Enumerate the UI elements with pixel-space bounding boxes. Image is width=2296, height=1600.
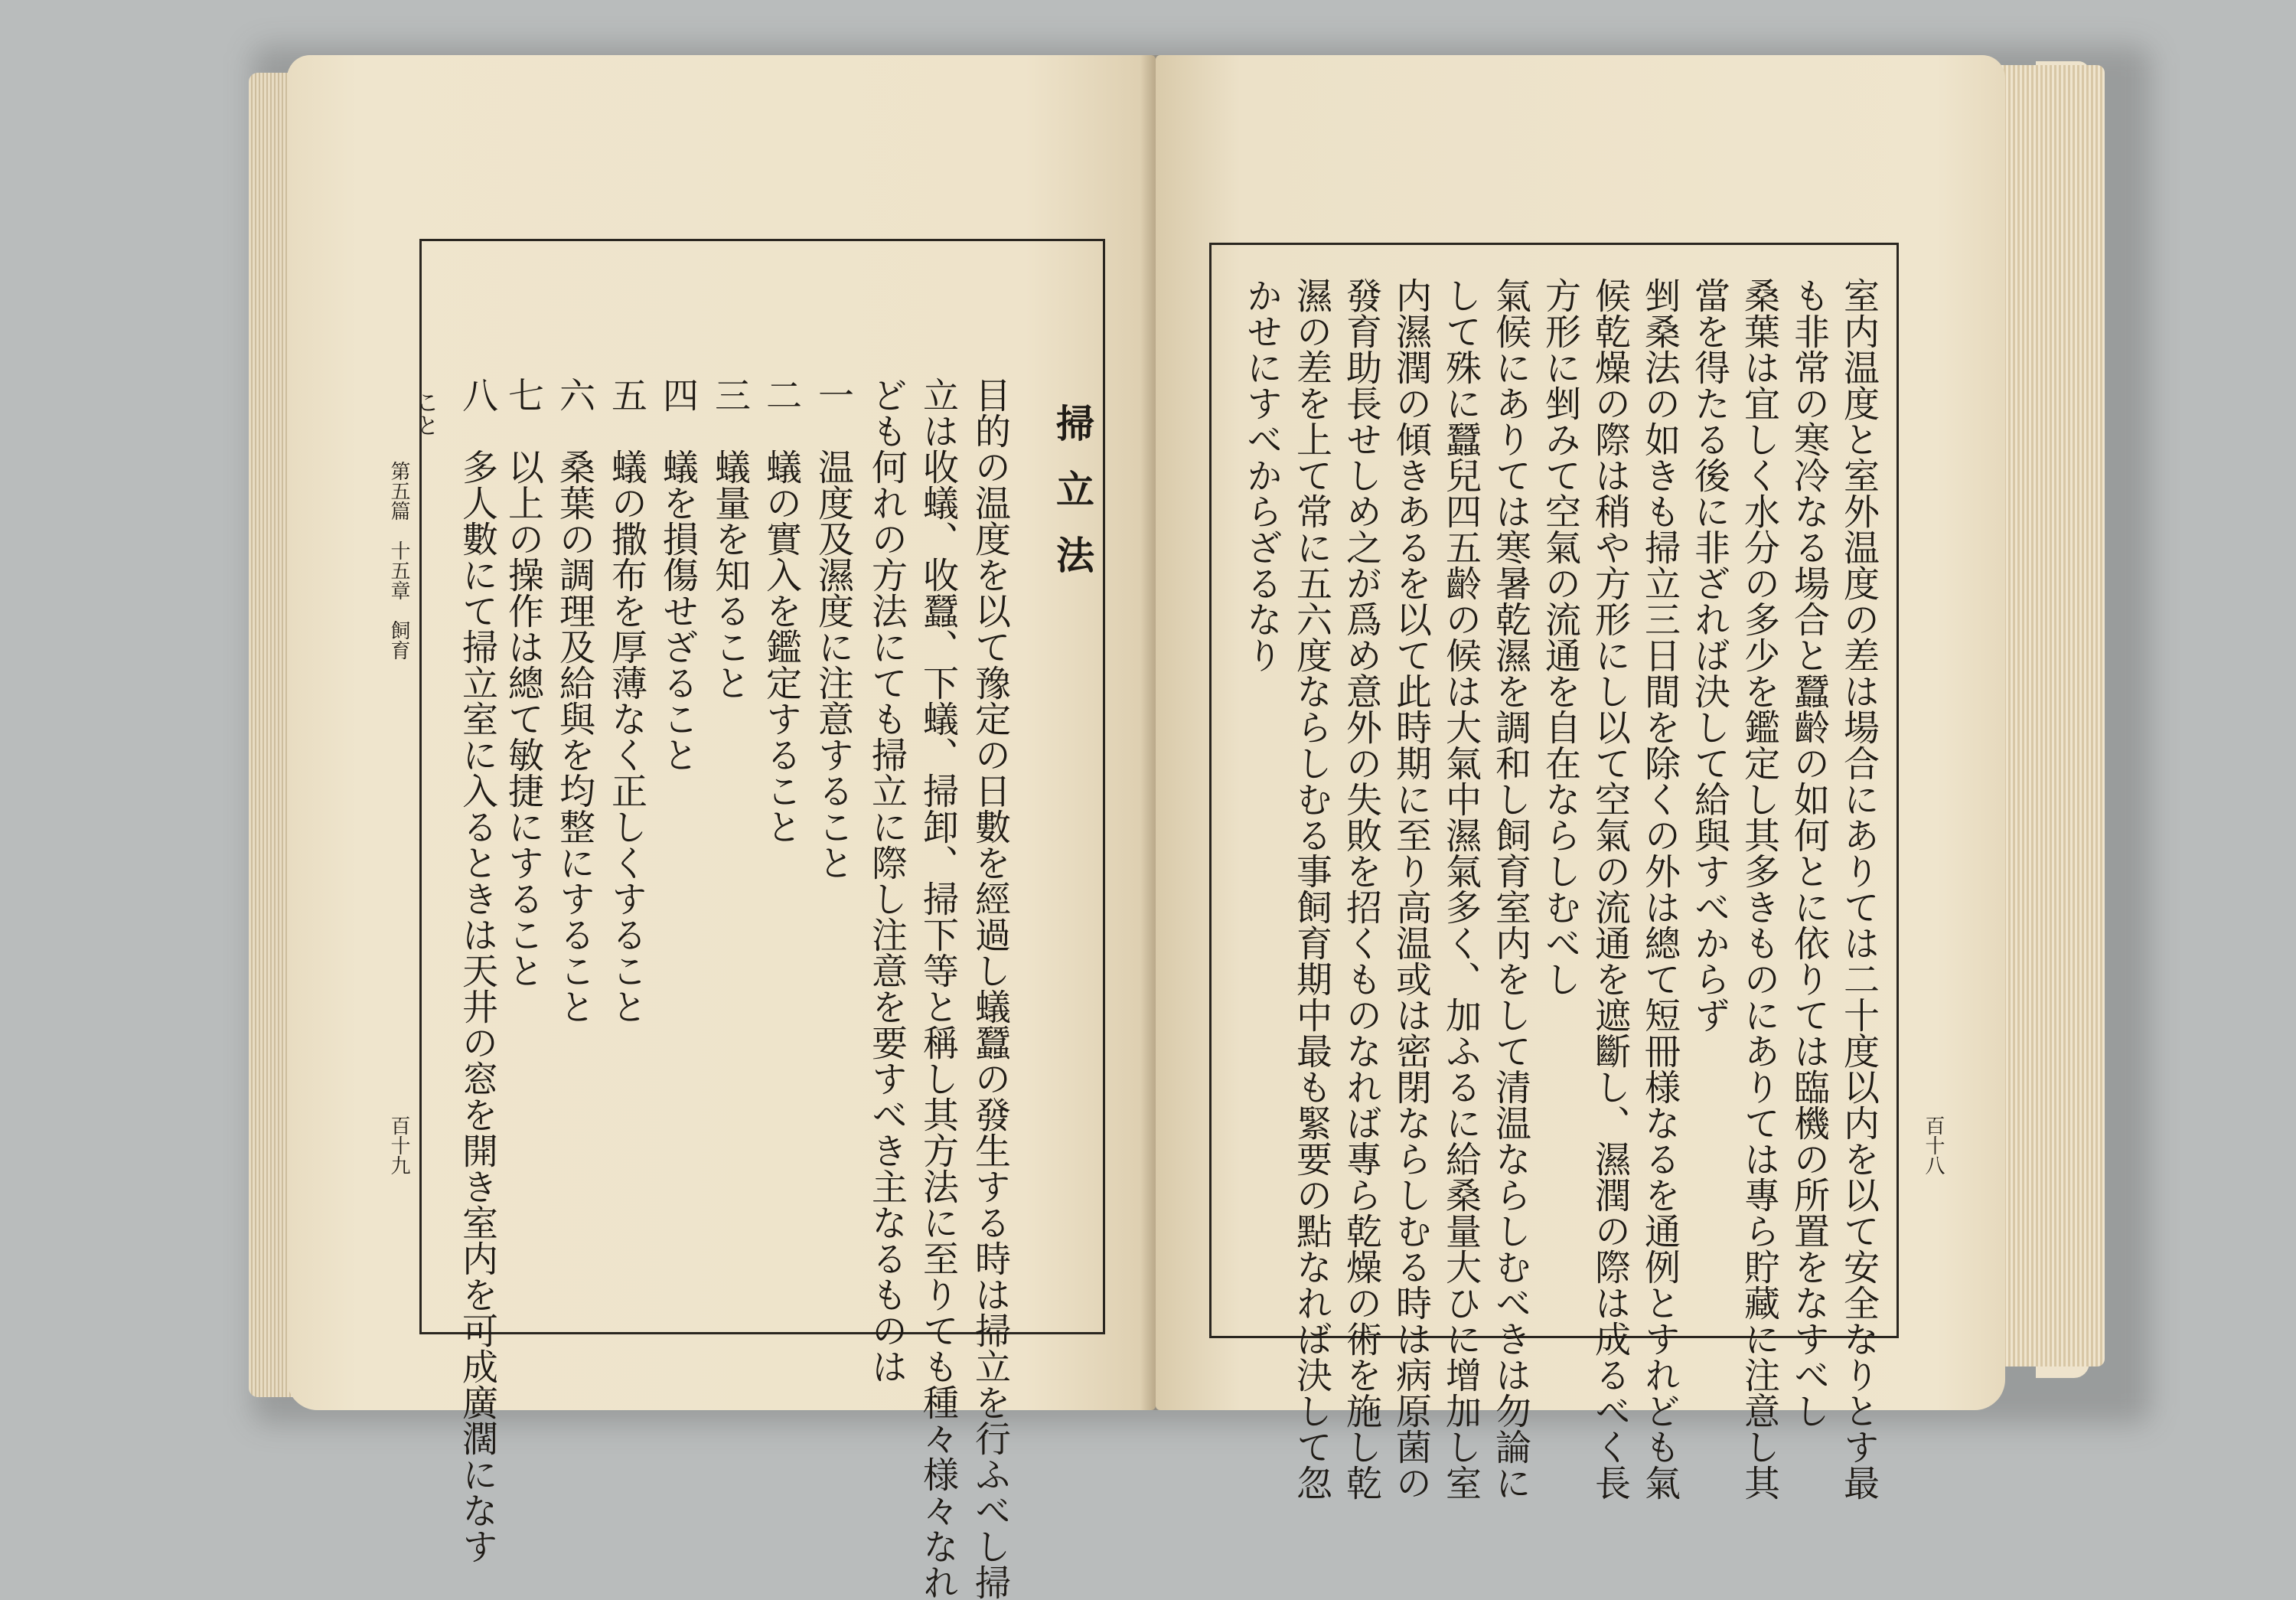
page-number-left: 百十九	[387, 1115, 410, 1175]
left-page	[287, 55, 1156, 1600]
text-line: 候乾燥の際は稍や方形にし以て空氣の流通を遮斷し、濕潤の際は成るべく長	[1589, 277, 1631, 1500]
text-line: 桑葉は宜しく水分の多少を鑑定し其多きものにありては專ら貯藏に注意し其	[1738, 277, 1780, 1500]
text-line: 當を得たる後に非ざれば決して給與すべからず	[1688, 277, 1730, 1033]
text-line: ども何れの方法にても掃立に際し注意を要すべき主なるものは	[866, 377, 908, 1384]
list-item: 七 以上の操作は總て敏捷にすること	[502, 377, 544, 988]
list-item: 四 蟻を損傷せざること	[657, 377, 699, 772]
list-item: 六 桑葉の調理及給與を均整にすること	[553, 377, 595, 1024]
text-line: も非常の寒冷なる場合と蠶齡の如何とに依りては臨機の所置をなすべし	[1788, 277, 1830, 1429]
text-line: 氣候にありては寒暑乾濕を調和し飼育室内をして清温ならしむべきは勿論に	[1489, 277, 1531, 1500]
page-number-right: 百十八	[1922, 1115, 1945, 1175]
text-line: 發育助長せしめ之が爲め意外の失敗を招くものなれば專ら乾燥の術を施し乾	[1340, 277, 1382, 1500]
running-header: 第五篇 十五章 飼育	[387, 461, 410, 660]
list-item: 一 温度及濕度に注意すること	[812, 377, 854, 880]
text-line: 濕の差を上て常に五六度ならしむる事飼育期中最も緊要の點なれば決して忽	[1290, 277, 1332, 1500]
list-item: 八 多人數にて掃立室に入るときは天井の窓を開き室内を可成廣濶になす	[456, 377, 498, 1564]
list-item: 二 蟻の實入を鑑定すること	[760, 377, 802, 844]
right-page	[1156, 55, 2005, 1500]
text-line: 内濕潤の傾きあるを以て此時期に至り高温或は密閉ならしむる時は病原菌の	[1390, 277, 1432, 1500]
text-line: して殊に蠶兒四五齡の候は大氣中濕氣多く、加ふるに給桑量大ひに增加し室	[1440, 277, 1482, 1500]
list-item-continuation: こと	[412, 390, 439, 436]
list-item: 三 蟻量を知ること	[709, 377, 751, 700]
text-line: 方形に剉みて空氣の流通を自在ならしむべし	[1539, 277, 1581, 997]
list-item: 五 蟻の撒布を厚薄なく正しくすること	[605, 377, 647, 1024]
text-line: かせにすべからざるなり	[1241, 277, 1283, 673]
text-line: 室内温度と室外温度の差は場合にありては二十度以内を以て安全なりとす最	[1838, 277, 1880, 1500]
page-block-right	[1990, 65, 2105, 1367]
section-title: 掃立法	[1050, 403, 1095, 601]
text-line: 立は收蟻、收蠶、下蟻、掃卸、掃下等と稱し其方法に至りても種々様々なれ	[917, 377, 959, 1600]
text-line: 剉桑法の如きも掃立三日間を除くの外は總て短冊様なるを通例とすれども氣	[1639, 277, 1681, 1500]
text-line: 目的の温度を以て豫定の日數を經過し蟻蠶の發生する時は掃立を行ふべし掃	[969, 377, 1011, 1600]
